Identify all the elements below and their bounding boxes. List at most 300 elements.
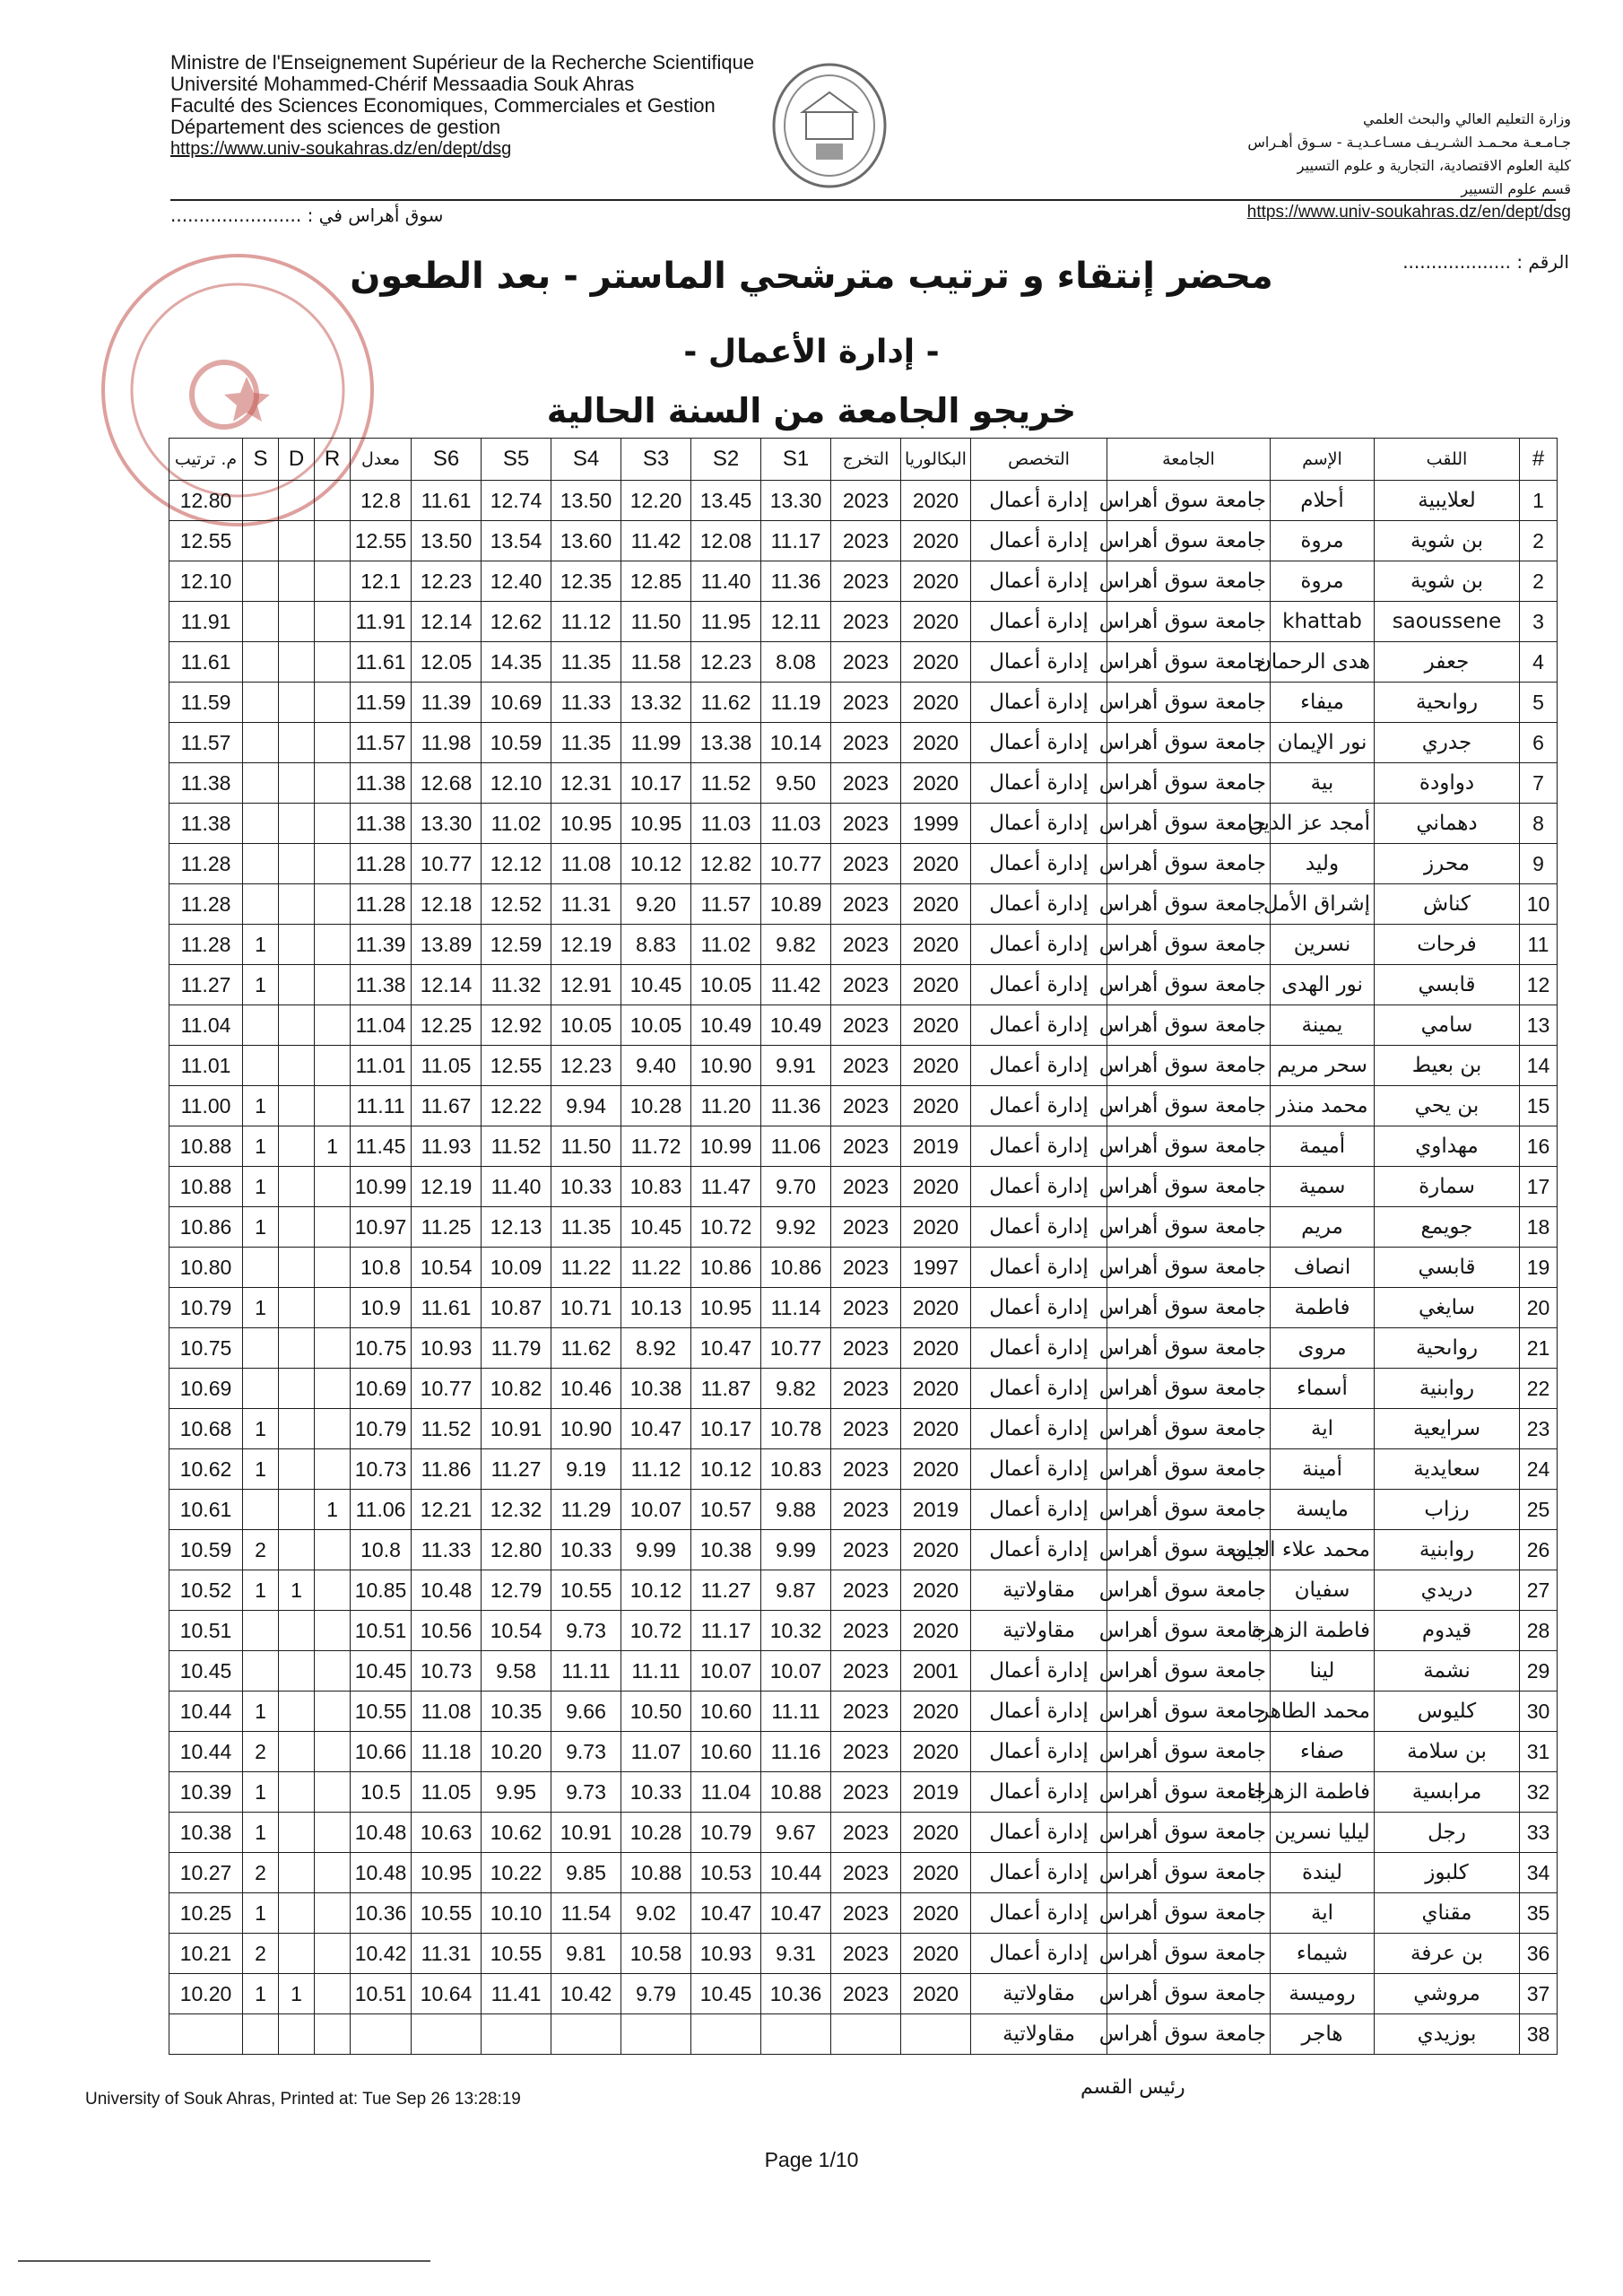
cell-university: جامعة سوق أهراس (1107, 1732, 1271, 1772)
cell-r (315, 1934, 351, 1974)
table-row (169, 1288, 1558, 1328)
cell-s4: 10.33 (551, 1530, 621, 1570)
table-row (169, 1167, 1558, 1207)
cell-index: 36 (1520, 1934, 1558, 1974)
cell-s6: 10.54 (412, 1248, 482, 1288)
cell-d (279, 1934, 315, 1974)
cell-s: 1 (243, 925, 279, 965)
cell-s (243, 2014, 279, 2055)
cell-s (243, 763, 279, 804)
cell-r (315, 1086, 351, 1126)
cell-last-name: بن يحي (1375, 1086, 1520, 1126)
cell-s2: 12.08 (691, 521, 761, 561)
cell-rank: 10.62 (169, 1449, 243, 1490)
cell-s6: 11.31 (412, 1934, 482, 1974)
cell-s3: 8.83 (621, 925, 691, 965)
cell-s6: 12.23 (412, 561, 482, 602)
cell-s3: 11.42 (621, 521, 691, 561)
cell-specialty: إدارة أعمال (971, 1651, 1107, 1692)
cell-last-name: قيدوم (1375, 1611, 1520, 1651)
cell-baccalaureate: 2020 (901, 1369, 971, 1409)
cell-first-name: أمينة (1271, 1449, 1375, 1490)
cell-university: جامعة سوق أهراس (1107, 1328, 1271, 1369)
cell-rank: 10.88 (169, 1167, 243, 1207)
cell-s1: 10.49 (761, 1005, 831, 1046)
cell-s6: 10.77 (412, 1369, 482, 1409)
column-header-university: الجامعة (1107, 439, 1271, 481)
cell-baccalaureate: 2020 (901, 1934, 971, 1974)
scan-artifact-line (18, 2260, 430, 2262)
cell-rank: 10.21 (169, 1934, 243, 1974)
cell-specialty: إدارة أعمال (971, 1167, 1107, 1207)
cell-d (279, 1893, 315, 1934)
cell-graduation: 2023 (831, 1813, 901, 1853)
cell-d (279, 1369, 315, 1409)
table-row (169, 925, 1558, 965)
cell-s1: 11.42 (761, 965, 831, 1005)
cell-baccalaureate: 2020 (901, 1449, 971, 1490)
table-row (169, 1046, 1558, 1086)
cell-s: 2 (243, 1732, 279, 1772)
cell-s2: 10.72 (691, 1207, 761, 1248)
cell-average: 11.38 (351, 804, 412, 844)
cell-r (315, 763, 351, 804)
cell-d (279, 1611, 315, 1651)
cell-last-name: روابنية (1375, 1530, 1520, 1570)
cell-d (279, 1005, 315, 1046)
department-url-left[interactable]: https://www.univ-soukahras.dz/en/dept/dsg (170, 139, 512, 159)
cell-s: 1 (243, 1692, 279, 1732)
cell-last-name: سرايعية (1375, 1409, 1520, 1449)
cell-first-name: محمد منذر (1271, 1086, 1375, 1126)
cell-first-name: مروة (1271, 521, 1375, 561)
cell-graduation: 2023 (831, 925, 901, 965)
cell-average: 10.8 (351, 1248, 412, 1288)
cell-last-name: محرز (1375, 844, 1520, 884)
cell-s5: 12.40 (482, 561, 551, 602)
cell-index: 31 (1520, 1732, 1558, 1772)
cell-university: جامعة سوق أهراس (1107, 1086, 1271, 1126)
cell-graduation: 2023 (831, 1611, 901, 1651)
cell-first-name: سفيان (1271, 1570, 1375, 1611)
cell-last-name: نشمة (1375, 1651, 1520, 1692)
cell-average: 10.79 (351, 1409, 412, 1449)
cell-index: 2 (1520, 561, 1558, 602)
table-row (169, 844, 1558, 884)
cell-s (243, 521, 279, 561)
cell-s (243, 1328, 279, 1369)
cell-s: 1 (243, 1570, 279, 1611)
cell-first-name: شيماء (1271, 1934, 1375, 1974)
cell-first-name: ميفاء (1271, 683, 1375, 723)
cell-r (315, 1288, 351, 1328)
cell-s3: 13.32 (621, 683, 691, 723)
cell-last-name: رواىحية (1375, 683, 1520, 723)
cell-r (315, 1611, 351, 1651)
cell-s6: 11.05 (412, 1046, 482, 1086)
cell-r (315, 1449, 351, 1490)
cell-s1: 10.77 (761, 844, 831, 884)
cell-university: جامعة سوق أهراس (1107, 804, 1271, 844)
cell-d (279, 844, 315, 884)
cell-average: 10.36 (351, 1893, 412, 1934)
cell-s4: 11.62 (551, 1328, 621, 1369)
cell-s4: 10.95 (551, 804, 621, 844)
cell-baccalaureate: 2020 (901, 481, 971, 521)
cell-specialty: إدارة أعمال (971, 965, 1107, 1005)
cell-s5: 12.92 (482, 1005, 551, 1046)
cell-s2: 11.27 (691, 1570, 761, 1611)
cell-university: جامعة سوق أهراس (1107, 1570, 1271, 1611)
cell-s: 2 (243, 1934, 279, 1974)
cell-rank: 11.38 (169, 763, 243, 804)
cell-graduation: 2023 (831, 1086, 901, 1126)
cell-last-name: دريدي (1375, 1570, 1520, 1611)
cell-specialty: إدارة أعمال (971, 1772, 1107, 1813)
cell-rank: 11.28 (169, 925, 243, 965)
cell-s5: 10.91 (482, 1409, 551, 1449)
cell-last-name: جدري (1375, 723, 1520, 763)
cell-university: جامعة سوق أهراس (1107, 561, 1271, 602)
cell-s2: 11.02 (691, 925, 761, 965)
cell-s2: 11.52 (691, 763, 761, 804)
cell-university: جامعة سوق أهراس (1107, 763, 1271, 804)
cell-s5: 11.02 (482, 804, 551, 844)
cell-s2: 11.95 (691, 602, 761, 642)
reference-number: الرقم : ................... (1402, 251, 1569, 273)
cell-r (315, 1813, 351, 1853)
cell-average: 11.38 (351, 965, 412, 1005)
print-info: University of Souk Ahras, Printed at: Tue Sep 26 13:28:19 (85, 2090, 521, 2109)
cell-s4: 10.46 (551, 1369, 621, 1409)
cell-baccalaureate: 2020 (901, 1167, 971, 1207)
cell-s: 2 (243, 1853, 279, 1893)
cell-d (279, 1530, 315, 1570)
column-header-s6: S6 (412, 439, 482, 481)
cell-average: 10.9 (351, 1288, 412, 1328)
cell-r (315, 1772, 351, 1813)
column-header-s3: S3 (621, 439, 691, 481)
cell-last-name: لعلايبية (1375, 481, 1520, 521)
column-header-average: معدل (351, 439, 412, 481)
cell-rank: 10.44 (169, 1732, 243, 1772)
table-row (169, 1449, 1558, 1490)
cell-r (315, 804, 351, 844)
cell-first-name: مروى (1271, 1328, 1375, 1369)
cell-graduation: 2023 (831, 1570, 901, 1611)
cell-s5: 12.74 (482, 481, 551, 521)
cell-s6: 12.14 (412, 602, 482, 642)
cell-s5: 12.59 (482, 925, 551, 965)
cell-s6: 11.18 (412, 1732, 482, 1772)
cell-first-name: نسرين (1271, 925, 1375, 965)
cell-university: جامعة سوق أهراس (1107, 925, 1271, 965)
cell-s5: 10.20 (482, 1732, 551, 1772)
cell-s2: 10.49 (691, 1005, 761, 1046)
cell-rank: 11.38 (169, 804, 243, 844)
cell-index: 13 (1520, 1005, 1558, 1046)
cell-index: 29 (1520, 1651, 1558, 1692)
column-header-rank: م. ترتيب (169, 439, 243, 481)
cell-s4: 10.71 (551, 1288, 621, 1328)
cell-rank: 12.55 (169, 521, 243, 561)
cell-index: 33 (1520, 1813, 1558, 1853)
cell-s (243, 1248, 279, 1288)
cell-s5: 12.79 (482, 1570, 551, 1611)
cell-baccalaureate: 2020 (901, 1086, 971, 1126)
cell-graduation: 2023 (831, 1046, 901, 1086)
cell-average: 10.42 (351, 1934, 412, 1974)
cell-last-name: قابسي (1375, 1248, 1520, 1288)
cell-rank: 11.59 (169, 683, 243, 723)
cell-index: 34 (1520, 1853, 1558, 1893)
cell-first-name: أمجد عز الدين (1271, 804, 1375, 844)
department-url-right[interactable]: https://www.univ-soukahras.dz/en/dept/dsg (1246, 203, 1571, 222)
cell-r (315, 1651, 351, 1692)
cell-baccalaureate: 2001 (901, 1651, 971, 1692)
cell-rank: 10.86 (169, 1207, 243, 1248)
cell-s1: 9.82 (761, 1369, 831, 1409)
cell-s4: 11.11 (551, 1651, 621, 1692)
cell-first-name: محمد الطاهر (1271, 1692, 1375, 1732)
cell-s5: 11.79 (482, 1328, 551, 1369)
cell-university: جامعة سوق أهراس (1107, 1369, 1271, 1409)
cell-average: 10.5 (351, 1772, 412, 1813)
cell-last-name: بن شوية (1375, 561, 1520, 602)
cell-first-name: هدى الرحمان (1271, 642, 1375, 683)
cell-last-name: بن عرفة (1375, 1934, 1520, 1974)
cell-s4: 11.12 (551, 602, 621, 642)
cell-s3: 12.20 (621, 481, 691, 521)
cell-index: 21 (1520, 1328, 1558, 1369)
cell-s1: 10.14 (761, 723, 831, 763)
cell-last-name: كلبوز (1375, 1853, 1520, 1893)
cell-s6: 12.14 (412, 965, 482, 1005)
cell-average: 11.38 (351, 763, 412, 804)
cell-first-name: انصاف (1271, 1248, 1375, 1288)
cell-first-name: صفاء (1271, 1732, 1375, 1772)
cell-s1: 10.89 (761, 884, 831, 925)
cell-s3: 10.47 (621, 1409, 691, 1449)
cell-average: 12.1 (351, 561, 412, 602)
cell-r (315, 1893, 351, 1934)
cell-rank: 12.80 (169, 481, 243, 521)
cell-first-name: اية (1271, 1893, 1375, 1934)
cell-specialty: مقاولاتية (971, 1611, 1107, 1651)
cell-index: 9 (1520, 844, 1558, 884)
cell-s2: 10.38 (691, 1530, 761, 1570)
cell-d (279, 2014, 315, 2055)
cell-graduation: 2023 (831, 965, 901, 1005)
cell-s3: 11.12 (621, 1449, 691, 1490)
cell-university: جامعة سوق أهراس (1107, 1449, 1271, 1490)
cell-s (243, 804, 279, 844)
cell-r (315, 1530, 351, 1570)
cell-baccalaureate: 2020 (901, 1853, 971, 1893)
cell-s1: 9.31 (761, 1934, 831, 1974)
cell-specialty: إدارة أعمال (971, 1449, 1107, 1490)
cell-rank: 10.59 (169, 1530, 243, 1570)
cell-s5: 12.52 (482, 884, 551, 925)
cell-rank: 11.01 (169, 1046, 243, 1086)
cell-s4: 11.29 (551, 1490, 621, 1530)
cell-graduation: 2023 (831, 1288, 901, 1328)
cell-index: 10 (1520, 884, 1558, 925)
category-subtitle: خريجو الجامعة من السنة الحالية (546, 391, 1077, 430)
cell-r (315, 1409, 351, 1449)
cell-s4: 10.05 (551, 1005, 621, 1046)
cell-s4: 10.91 (551, 1813, 621, 1853)
cell-s3: 10.50 (621, 1692, 691, 1732)
cell-r (315, 1692, 351, 1732)
cell-s6: 12.21 (412, 1490, 482, 1530)
cell-s3: 10.33 (621, 1772, 691, 1813)
cell-baccalaureate: 1999 (901, 804, 971, 844)
cell-university: جامعة سوق أهراس (1107, 683, 1271, 723)
cell-index: 8 (1520, 804, 1558, 844)
cell-s4: 12.19 (551, 925, 621, 965)
cell-rank: 10.75 (169, 1328, 243, 1369)
cell-s3: 10.07 (621, 1490, 691, 1530)
cell-average: 11.39 (351, 925, 412, 965)
cell-d (279, 602, 315, 642)
cell-university: جامعة سوق أهراس (1107, 1126, 1271, 1167)
cell-university: جامعة سوق أهراس (1107, 1893, 1271, 1934)
cell-s3: 10.95 (621, 804, 691, 844)
cell-s5: 13.54 (482, 521, 551, 561)
cell-s4: 11.33 (551, 683, 621, 723)
cell-last-name: سايغي (1375, 1288, 1520, 1328)
cell-s4: 9.19 (551, 1449, 621, 1490)
cell-s3: 11.07 (621, 1732, 691, 1772)
cell-s4: 11.31 (551, 884, 621, 925)
cell-baccalaureate: 2020 (901, 1692, 971, 1732)
header-right (1069, 108, 1571, 224)
cell-s4: 11.35 (551, 642, 621, 683)
header-divider (170, 199, 1556, 201)
cell-d (279, 723, 315, 763)
cell-s2: 10.95 (691, 1288, 761, 1328)
cell-last-name: فرحات (1375, 925, 1520, 965)
cell-s3: 11.99 (621, 723, 691, 763)
cell-specialty: إدارة أعمال (971, 1893, 1107, 1934)
cell-graduation: 2023 (831, 1732, 901, 1772)
header-right-line: جـامـعـة محـمـد الشـريـف مسـاعـديـة - سـوق أهـراس (1247, 134, 1571, 151)
cell-specialty: إدارة أعمال (971, 1369, 1107, 1409)
cell-s2: 10.53 (691, 1853, 761, 1893)
cell-university: جامعة سوق أهراس (1107, 1611, 1271, 1651)
cell-specialty: إدارة أعمال (971, 1530, 1107, 1570)
column-header-s1: S1 (761, 439, 831, 481)
table-header-row (169, 439, 1558, 481)
cell-average: 11.28 (351, 884, 412, 925)
cell-baccalaureate: 2020 (901, 1611, 971, 1651)
cell-d (279, 1813, 315, 1853)
table-row (169, 723, 1558, 763)
cell-r (315, 1853, 351, 1893)
cell-r (315, 723, 351, 763)
cell-s6: 11.08 (412, 1692, 482, 1732)
cell-graduation: 2023 (831, 1126, 901, 1167)
cell-university: جامعة سوق أهراس (1107, 1651, 1271, 1692)
cell-graduation: 2023 (831, 1651, 901, 1692)
cell-index: 5 (1520, 683, 1558, 723)
cell-s: 1 (243, 1813, 279, 1853)
cell-s5: 10.35 (482, 1692, 551, 1732)
cell-average: 11.57 (351, 723, 412, 763)
cell-s3: 10.45 (621, 965, 691, 1005)
cell-average: 10.51 (351, 1974, 412, 2014)
cell-s6: 12.19 (412, 1167, 482, 1207)
cell-last-name: كليوس (1375, 1692, 1520, 1732)
cell-average: 10.48 (351, 1813, 412, 1853)
cell-s1: 9.82 (761, 925, 831, 965)
cell-s2: 10.47 (691, 1893, 761, 1934)
cell-s1: 11.17 (761, 521, 831, 561)
cell-s1: 8.08 (761, 642, 831, 683)
cell-index: 24 (1520, 1449, 1558, 1490)
cell-index: 28 (1520, 1611, 1558, 1651)
cell-first-name: هاجر (1271, 2014, 1375, 2055)
cell-university: جامعة سوق أهراس (1107, 1005, 1271, 1046)
cell-baccalaureate: 2020 (901, 1046, 971, 1086)
cell-university: جامعة سوق أهراس (1107, 1288, 1271, 1328)
column-header-s5: S5 (482, 439, 551, 481)
cell-d (279, 481, 315, 521)
cell-s6: 11.93 (412, 1126, 482, 1167)
cell-s5: 10.55 (482, 1934, 551, 1974)
cell-average (351, 2014, 412, 2055)
cell-rank: 10.45 (169, 1651, 243, 1692)
cell-d (279, 1449, 315, 1490)
cell-s2 (691, 2014, 761, 2055)
cell-average: 11.59 (351, 683, 412, 723)
cell-baccalaureate: 2020 (901, 642, 971, 683)
cell-rank: 10.80 (169, 1248, 243, 1288)
cell-r (315, 1570, 351, 1611)
cell-first-name: ليليا نسرين (1271, 1813, 1375, 1853)
cell-s5: 14.35 (482, 642, 551, 683)
cell-s6: 11.61 (412, 481, 482, 521)
cell-d (279, 884, 315, 925)
cell-s3: 9.79 (621, 1974, 691, 2014)
cell-d (279, 1126, 315, 1167)
cell-r: 1 (315, 1126, 351, 1167)
cell-university: جامعة سوق أهراس (1107, 1490, 1271, 1530)
cell-s (243, 723, 279, 763)
table-row (169, 481, 1558, 521)
cell-d (279, 1732, 315, 1772)
cell-s3: 11.72 (621, 1126, 691, 1167)
cell-s1: 10.47 (761, 1893, 831, 1934)
cell-rank: 10.88 (169, 1126, 243, 1167)
cell-specialty: إدارة أعمال (971, 1288, 1107, 1328)
cell-graduation: 2023 (831, 521, 901, 561)
cell-r (315, 2014, 351, 2055)
cell-s4: 9.85 (551, 1853, 621, 1893)
cell-last-name: سعايدية (1375, 1449, 1520, 1490)
cell-index: 19 (1520, 1248, 1558, 1288)
cell-index: 7 (1520, 763, 1558, 804)
cell-last-name: بوزيدي (1375, 2014, 1520, 2055)
cell-specialty: إدارة أعمال (971, 1853, 1107, 1893)
cell-specialty: إدارة أعمال (971, 1490, 1107, 1530)
cell-s6: 11.25 (412, 1207, 482, 1248)
cell-s1: 9.92 (761, 1207, 831, 1248)
cell-specialty: إدارة أعمال (971, 642, 1107, 683)
cell-s3: 9.02 (621, 1893, 691, 1934)
cell-baccalaureate: 2020 (901, 1409, 971, 1449)
